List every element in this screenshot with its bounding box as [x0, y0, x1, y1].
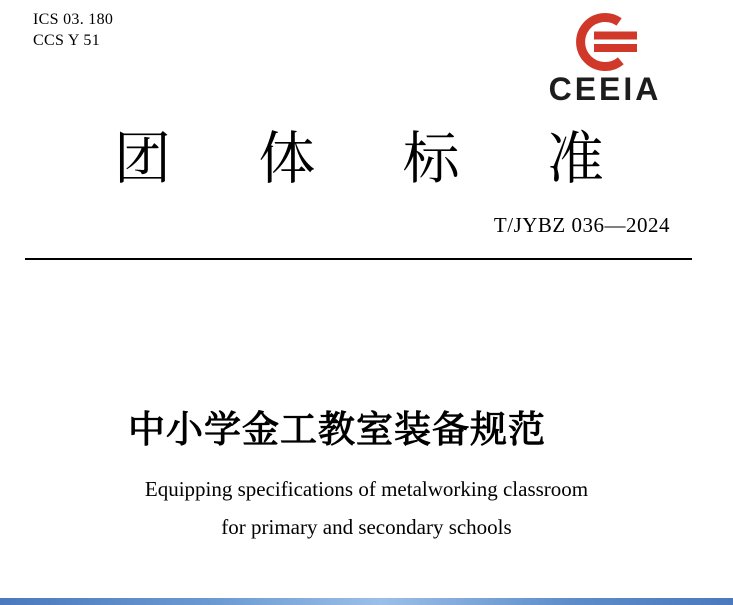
- ceeia-logo: [530, 0, 680, 105]
- standard-number: T/JYBZ 036—2024: [493, 213, 670, 237]
- classification-codes: [33, 9, 113, 51]
- footer-blue-strip: [0, 598, 733, 605]
- title-english-line2: for primary and secondary schools: [221, 515, 512, 539]
- title-chinese: 中小学金工教室装备规范: [128, 409, 546, 450]
- title-english-line1: Equipping specifications of metalworking classroom: [144, 477, 589, 501]
- doc-type-heading: [114, 129, 604, 189]
- doc-type-char: 体: [258, 127, 316, 191]
- doc-type-char: 准: [546, 127, 604, 191]
- ics-code: ICS 03. 180: [33, 11, 114, 28]
- horizontal-rule: [25, 258, 692, 260]
- ceeia-logo-text: CEEIA: [548, 71, 662, 107]
- doc-type-char: 标: [402, 127, 460, 191]
- doc-type-char: 团: [114, 127, 171, 191]
- ceeia-ring-bars-icon: [530, 0, 680, 75]
- ccs-code: CCS Y 51: [33, 32, 101, 49]
